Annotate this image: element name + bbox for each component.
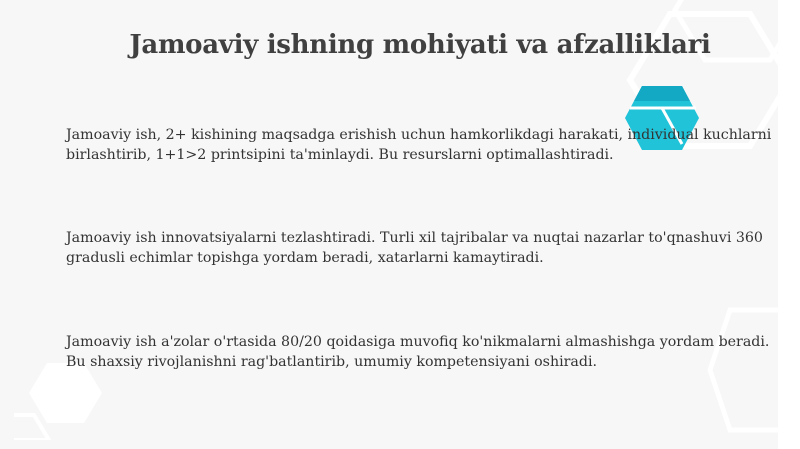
slide-title: Jamoaviy ishning mohiyati va afzalliklari — [129, 30, 711, 60]
paragraph-skill-sharing: Jamoaviy ish a'zolar o'rtasida 80/20 qoidasiga muvofiq ko'nikmalarni almashishga yordam beradi. Bu shaxsiy rivojlanishni rag'batlantirib, umumiy kompetensiyani oshiradi. — [66, 334, 770, 370]
paragraph-teamwork-essence: Jamoaviy ish, 2+ kishining maqsadga erishish uchun hamkorlikdagi harakati, individual kuchlarni birlashtirib, 1+1>2 printsipini ta'minlaydi. Bu resurslarni optimallashtiradi. — [66, 127, 772, 163]
page-margin — [778, 0, 800, 449]
paragraph-innovation: Jamoaviy ish innovatsiyalarni tezlashtiradi. Turli xil tajribalar va nuqtai nazarlar to'qnashuvi 360 gradusli echimlar topishga yordam beradi, xatarlarni kamaytiradi. — [66, 230, 763, 266]
